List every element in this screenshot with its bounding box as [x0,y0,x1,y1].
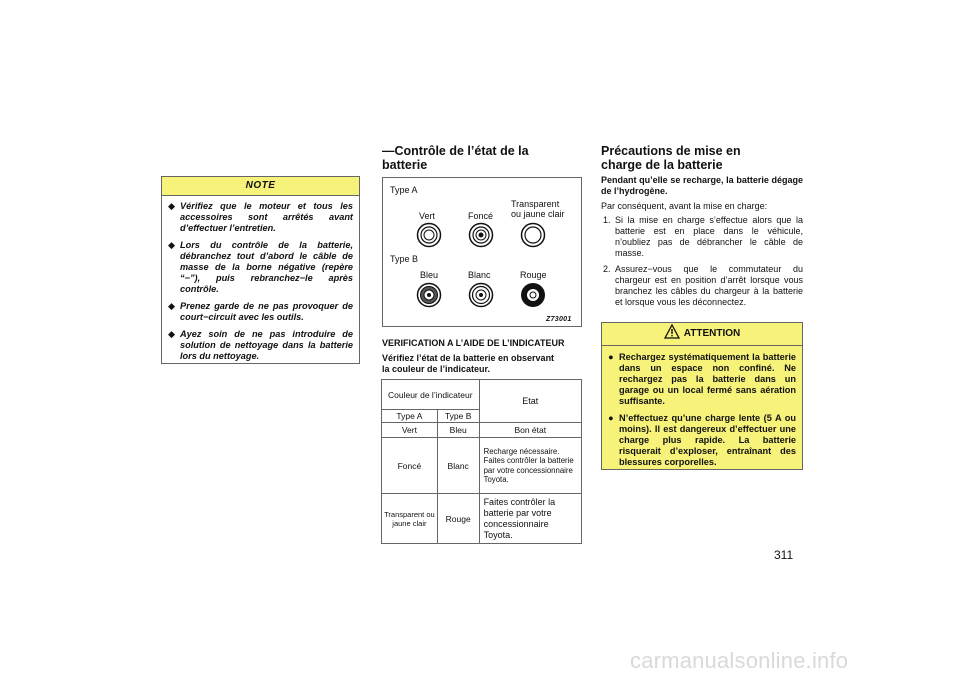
figure-label-vert: Vert [419,211,436,221]
indicator-blanc-icon [468,282,494,308]
note-item: ◆ Lors du contrôle de la batterie, débranchez tout d’abord le câble de masse de la borne négative (repère “−”), puis rebranchez−le après contrôle. [168,240,353,294]
diamond-bullet-icon: ◆ [168,329,176,339]
charging-steps [603,215,803,313]
table-header-state: Etat [479,380,581,423]
note-list [168,201,353,362]
attention-box [601,322,803,470]
table-header-type-b: Type B [437,410,479,423]
attention-title: ATTENTION [683,328,741,339]
note-title: NOTE [162,177,359,196]
verification-title: VERIFICATION A L’AIDE DE L’INDICATEUR [382,338,565,348]
verification-intro: Vérifiez l’état de la batterie en observant la couleur de l’indicateur. [382,353,555,374]
section-heading-charging: Précautions de mise en charge de la batterie [601,144,741,172]
attention-item: ● Rechargez systématiquement la batterie dans un espace non confiné. Ne rechargez pas la batterie dans un garage ou un local fermé sans aération suffisante. [608,352,796,406]
diamond-bullet-icon: ◆ [168,240,176,250]
list-item: 2. Assurez−vous que le commutateur du chargeur est en position d’arrêt lorsque vous branchez les câbles du chargeur à la batterie et lorsque vous les déconnectez. [603,264,803,307]
table-row: Vert Bleu Bon état [382,423,582,438]
figure-label-blanc: Blanc [468,270,491,280]
attention-header [602,323,802,346]
consequence-text: Par conséquent, avant la mise en charge: [601,201,768,211]
table-header-type-a: Type A [382,410,438,423]
bullet-icon: ● [608,413,614,423]
list-item: 1. Si la mise en charge s’effectue alors que la batterie est en place dans le véhicule, n’oubliez pas de débrancher le câble de masse. [603,215,803,258]
indicator-bleu-icon [416,282,442,308]
figure-type-b-label: Type B [390,254,419,264]
figure-label-transparent: Transparent [511,199,560,209]
indicator-table [381,379,582,544]
figure-label-fonce: Foncé [468,211,494,221]
hydrogen-warning: Pendant qu’elle se recharge, la batterie dégage de l’hydrogène. [601,175,803,196]
page-number: 311 [774,548,794,562]
figure-code: Z73001 [546,316,572,323]
indicator-vert-icon [416,222,442,248]
diamond-bullet-icon: ◆ [168,201,176,211]
watermark: carmanualsonline.info [630,648,849,673]
attention-list [608,352,796,468]
note-item: ◆ Vérifiez que le moteur et tous les accessoires sont arrêtés avant d’effectuer l’entretien. [168,201,353,233]
figure-label-bleu: Bleu [420,270,439,280]
figure-label-rouge: Rouge [520,270,547,280]
note-item: ◆ Ayez soin de ne pas introduire de solution de nettoyage dans la batterie lors du nettoyage. [168,329,353,361]
indicator-figure [382,177,582,327]
indicator-transparent-icon [520,222,546,248]
section-heading-battery-check: —Contrôle de l’état de la batterie [382,144,529,172]
figure-label-jaune-clair: ou jaune clair [511,209,565,219]
note-box [161,176,360,364]
table-row: Foncé Blanc Recharge nécessaire. Faites contrôler la batterie par votre concessionnaire Toyota. [382,438,582,494]
figure-type-a-label: Type A [390,185,418,195]
diamond-bullet-icon: ◆ [168,301,176,311]
table-header-color: Couleur de l’indicateur [382,380,480,410]
table-row: Transparent ou jaune clair Rouge Faites contrôler la batterie par votre concessionnaire Toyota. [382,494,582,544]
indicator-fonce-icon [468,222,494,248]
attention-item: ● N’effectuez qu’une charge lente (5 A ou moins). Il est dangereux d’effectuer une charge plus rapide. La batterie risquerait d’exploser, entraînant des blessures corporelles. [608,413,796,467]
note-item: ◆ Prenez garde de ne pas provoquer de court−circuit avec les outils. [168,301,353,322]
warning-triangle-icon [664,324,680,339]
indicator-rouge-icon [520,282,546,308]
bullet-icon: ● [608,352,614,362]
